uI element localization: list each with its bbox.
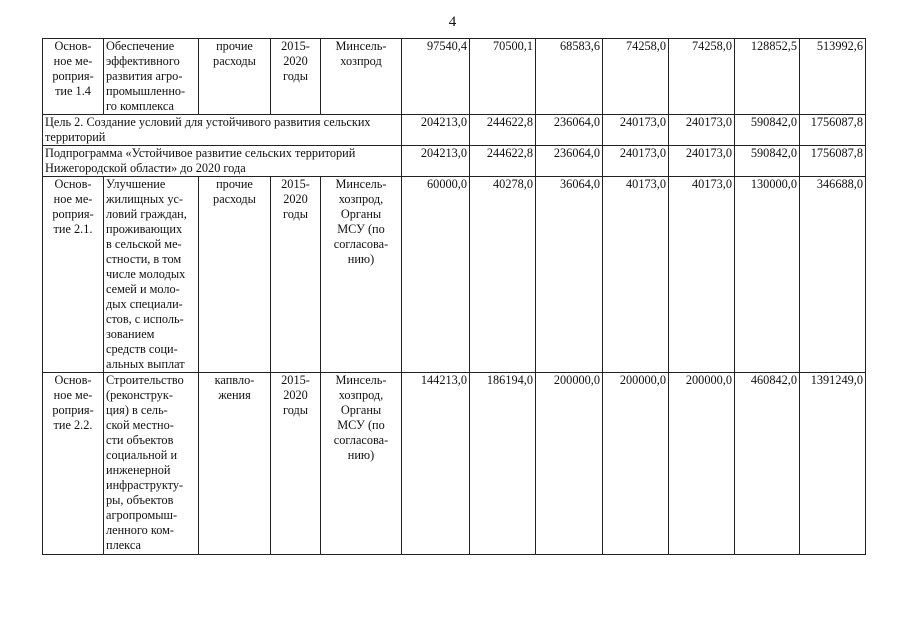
measure-code-line: тие 2.2. [53,418,93,432]
measure-code-line: роприя- [52,403,94,417]
measure-name [104,373,199,555]
value-2015: 60000,0 [402,177,470,373]
measure-name-line: Улучшение [106,177,166,191]
summary-title-line: Нижегородской области» до 2020 года [45,161,246,175]
summary-row [43,146,866,177]
measure-name-line: зованием [106,327,155,341]
measure-name-line: ция) в сель- [106,403,168,417]
measure-name-line: плекса [106,538,141,552]
value-2020: 460842,0 [735,373,800,555]
value-2016: 40278,0 [470,177,536,373]
period-line: 2020 [283,388,308,402]
measure-name-line: (реконструк- [106,388,173,402]
measure-name-line: инфраструкту- [106,478,184,492]
period-line: годы [282,403,309,417]
summary-title-line: Подпрограмма «Устойчивое развитие сельских территорий [45,146,356,160]
expense-type-line: жения [218,388,251,402]
measure-name-line: инженерной [106,463,171,477]
executor-line: хозпрод, [338,388,384,402]
summary-title-line: территорий [45,130,106,144]
expense-type-line: капвло- [214,373,255,387]
measure-name-line: альных выплат [106,357,185,371]
program-funding-table [42,38,866,555]
measure-code [43,373,104,555]
measure-name-line: развития агро- [106,69,183,83]
executor-line: Органы [340,207,382,221]
value-2017: 236064,0 [536,146,603,177]
value-2019: 74258,0 [669,39,735,115]
executor-line: Минсель- [335,177,387,191]
value-2019: 200000,0 [669,373,735,555]
measure-name-line: числе молодых [106,267,186,281]
executor [321,373,402,555]
period [271,177,321,373]
measure-row [43,373,866,555]
value-2016: 244622,8 [470,146,536,177]
value-2017: 236064,0 [536,115,603,146]
executor-line: МСУ (по [337,418,385,432]
measure-name-line: средств соци- [106,342,178,356]
page-number: 4 [448,14,457,30]
measure-name-line: проживающих [106,222,183,236]
measure-code-line: тие 1.4 [55,84,91,98]
measure-name-line: агропромыш- [106,508,178,522]
measure-code [43,177,104,373]
summary-title [43,146,402,177]
measure-row [43,39,866,115]
measure-code-line: роприя- [52,207,94,221]
measure-name-line: промышленно- [106,84,186,98]
measure-name-line: семей и моло- [106,282,180,296]
value-2015: 144213,0 [402,373,470,555]
executor-line: хозпрод, [338,192,384,206]
measure-name-line: ловий граждан, [106,207,187,221]
value-2020: 130000,0 [735,177,800,373]
measure-name-line: ленного ком- [106,523,175,537]
executor-line: хозпрод [340,54,382,68]
measure-name-line: Строительство [106,373,184,387]
measure-code-line: Основ- [54,373,92,387]
value-2018: 200000,0 [603,373,669,555]
measure-name-line: жилищных ус- [106,192,184,206]
measure-code-line: Основ- [54,39,92,53]
measure-name-line: в сельской ме- [106,237,182,251]
expense-type-line: прочие [216,39,253,53]
period-line: 2015- [281,39,310,53]
value-2016: 244622,8 [470,115,536,146]
executor [321,177,402,373]
value-total: 1756087,8 [800,146,866,177]
measure-name-line: эффективного [106,54,180,68]
measure-code-line: роприя- [52,69,94,83]
measure-name [104,177,199,373]
period [271,39,321,115]
measure-name-line: социальной и [106,448,178,462]
value-total: 346688,0 [800,177,866,373]
measure-name-line: сти объектов [106,433,174,447]
value-2020: 128852,5 [735,39,800,115]
measure-name-line: Обеспечение [106,39,175,53]
executor-line: нию) [347,252,375,266]
measure-code-line: ное ме- [53,192,93,206]
expense-type-line: расходы [213,54,256,68]
period-line: годы [282,69,309,83]
executor-line: Минсель- [335,373,387,387]
executor-line: Минсель- [335,39,387,53]
expense-type [199,373,271,555]
period-line: 2020 [283,192,308,206]
measure-row [43,177,866,373]
summary-title [43,115,402,146]
value-2020: 590842,0 [735,115,800,146]
expense-type-line: расходы [213,192,256,206]
value-2016: 70500,1 [470,39,536,115]
expense-type [199,39,271,115]
period-line: 2020 [283,54,308,68]
measure-name-line: стов, с исполь- [106,312,184,326]
value-2017: 200000,0 [536,373,603,555]
value-2019: 240173,0 [669,146,735,177]
measure-name-line: ры, объектов [106,493,174,507]
measure-code-line: ное ме- [53,54,93,68]
measure-name-line: ской местно- [106,418,174,432]
period-line: годы [282,207,309,221]
measure-code-line: тие 2.1. [53,222,93,236]
executor-line: Органы [340,403,382,417]
value-2020: 590842,0 [735,146,800,177]
measure-code-line: ное ме- [53,388,93,402]
period [271,373,321,555]
value-total: 1756087,8 [800,115,866,146]
value-total: 1391249,0 [800,373,866,555]
measure-name-line: стности, в том [106,252,182,266]
value-2015: 204213,0 [402,115,470,146]
summary-row [43,115,866,146]
executor-line: нию) [347,448,375,462]
value-2016: 186194,0 [470,373,536,555]
expense-type-line: прочие [216,177,253,191]
value-total: 513992,6 [800,39,866,115]
value-2018: 40173,0 [603,177,669,373]
executor-line: согласова- [333,237,389,251]
value-2018: 240173,0 [603,146,669,177]
value-2015: 204213,0 [402,146,470,177]
value-2017: 36064,0 [536,177,603,373]
measure-name-line: го комплекса [106,99,174,113]
period-line: 2015- [281,373,310,387]
value-2018: 74258,0 [603,39,669,115]
value-2015: 97540,4 [402,39,470,115]
period-line: 2015- [281,177,310,191]
measure-code-line: Основ- [54,177,92,191]
expense-type [199,177,271,373]
executor-line: согласова- [333,433,389,447]
executor [321,39,402,115]
value-2019: 40173,0 [669,177,735,373]
measure-code [43,39,104,115]
value-2017: 68583,6 [536,39,603,115]
summary-title-line: Цель 2. Создание условий для устойчивого развития сельских [45,115,371,129]
value-2019: 240173,0 [669,115,735,146]
executor-line: МСУ (по [337,222,385,236]
measure-name-line: дых специали- [106,297,183,311]
value-2018: 240173,0 [603,115,669,146]
measure-name [104,39,199,115]
